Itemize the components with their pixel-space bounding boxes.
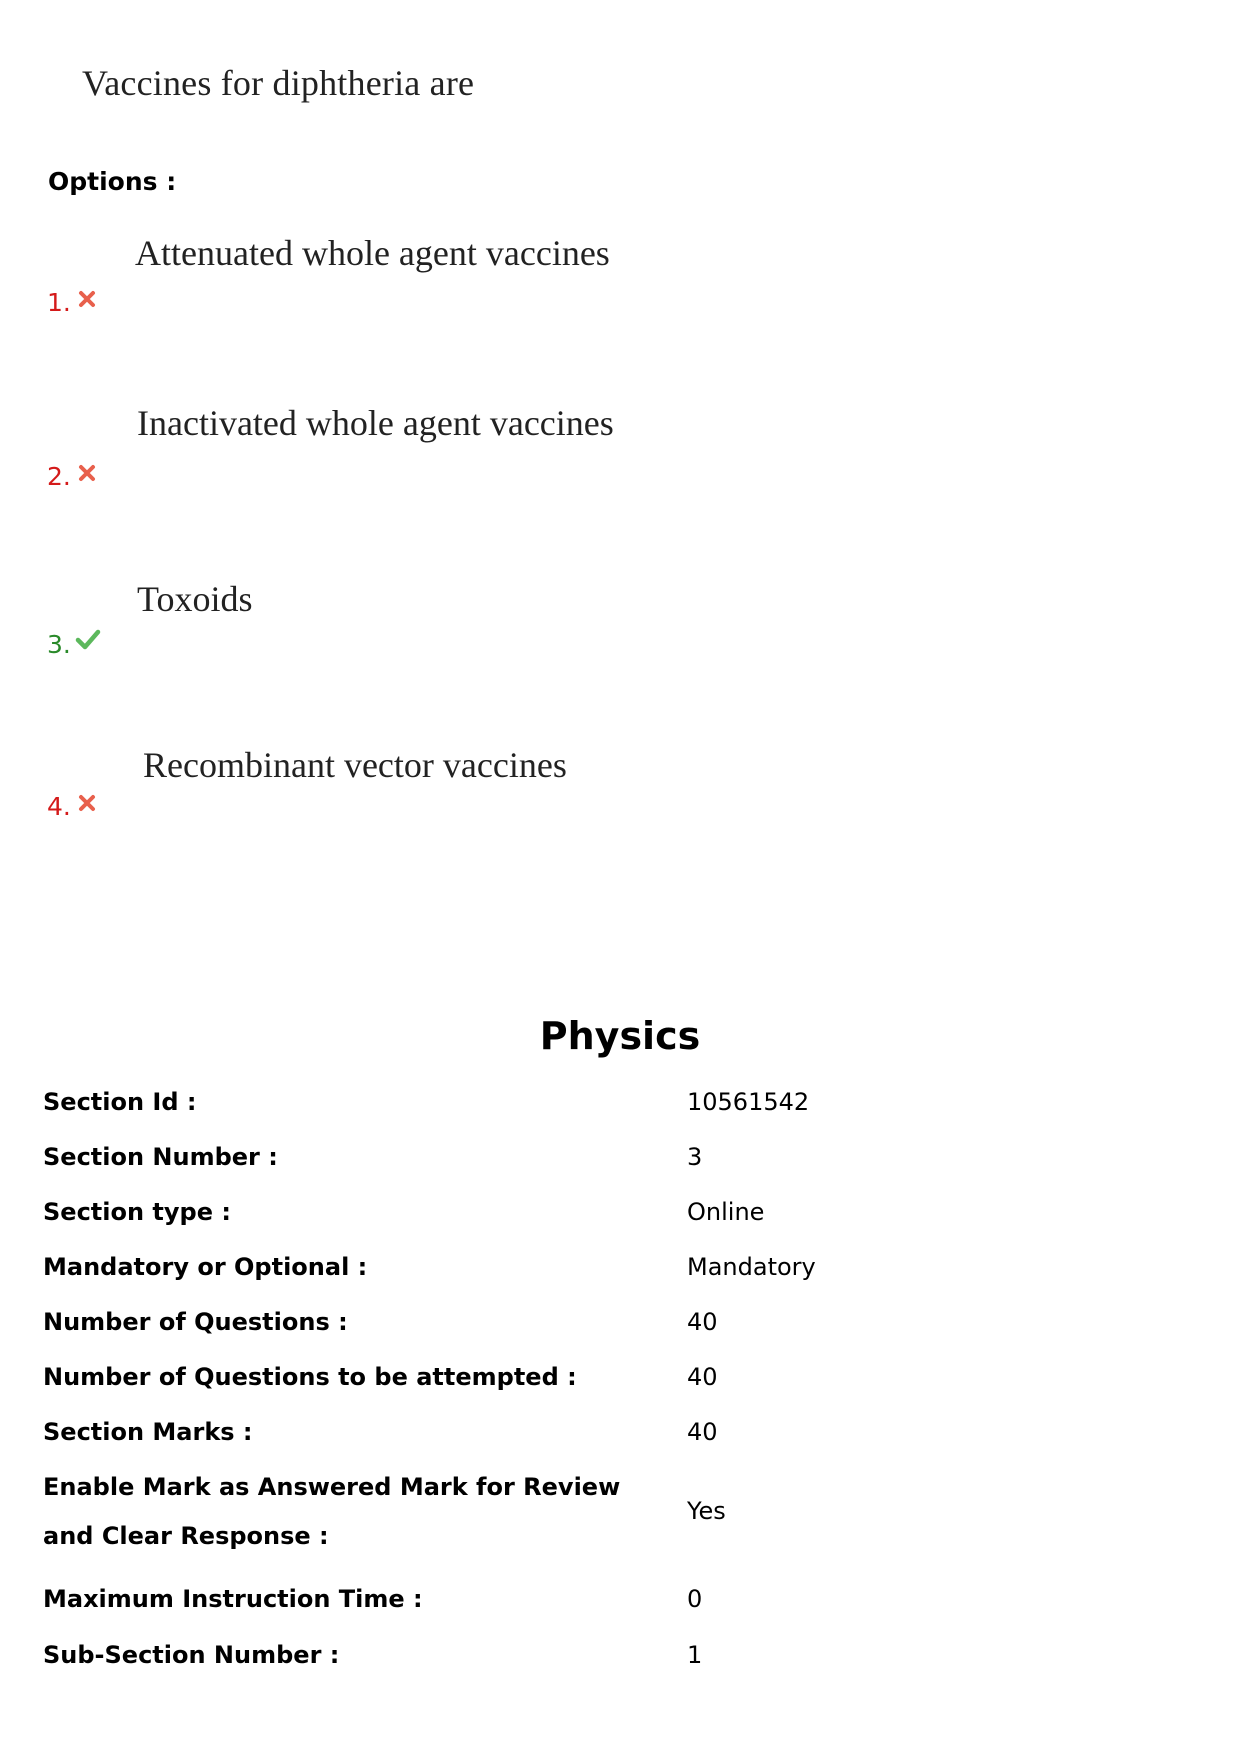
info-value: 3 bbox=[687, 1143, 703, 1171]
info-value: Online bbox=[687, 1198, 765, 1226]
check-icon bbox=[75, 628, 101, 650]
option-text: Attenuated whole agent vaccines bbox=[135, 233, 610, 273]
info-key: Enable Mark as Answered Mark for Review and Clear Response : bbox=[43, 1473, 621, 1550]
info-value: 40 bbox=[687, 1363, 718, 1391]
info-value: 0 bbox=[687, 1585, 703, 1613]
option-item-1 bbox=[0, 230, 1240, 350]
info-value: 40 bbox=[687, 1418, 718, 1446]
info-key: Number of Questions to be attempted : bbox=[43, 1363, 577, 1391]
option-number: 3. bbox=[47, 630, 71, 659]
option-number: 2. bbox=[47, 462, 71, 491]
options-label: Options : bbox=[48, 167, 177, 196]
info-key: Section type : bbox=[43, 1198, 231, 1226]
info-key: Section Marks : bbox=[43, 1418, 253, 1446]
option-number: 4. bbox=[47, 792, 71, 821]
cross-icon bbox=[78, 464, 96, 482]
info-value: 10561542 bbox=[687, 1088, 810, 1116]
info-value: Yes bbox=[687, 1497, 726, 1525]
info-value: Mandatory bbox=[687, 1253, 816, 1281]
info-key: Maximum Instruction Time : bbox=[43, 1585, 423, 1613]
option-item-3 bbox=[0, 576, 1240, 696]
question-text: Vaccines for diphtheria are bbox=[82, 63, 475, 103]
cross-icon bbox=[78, 794, 96, 812]
info-key: Section Number : bbox=[43, 1143, 278, 1171]
info-value: 40 bbox=[687, 1308, 718, 1336]
option-item-4 bbox=[0, 740, 1240, 860]
info-key: Number of Questions : bbox=[43, 1308, 348, 1336]
option-text: Toxoids bbox=[137, 579, 253, 619]
section-title: Physics bbox=[539, 1014, 701, 1058]
option-number: 1. bbox=[47, 288, 71, 317]
option-text: Recombinant vector vaccines bbox=[143, 745, 567, 785]
info-key: Mandatory or Optional : bbox=[43, 1253, 368, 1281]
option-item-2 bbox=[0, 400, 1240, 520]
info-key: Sub-Section Number : bbox=[43, 1641, 340, 1669]
cross-icon bbox=[78, 290, 96, 308]
option-text: Inactivated whole agent vaccines bbox=[137, 403, 614, 443]
info-value: 1 bbox=[687, 1641, 703, 1669]
info-key: Section Id : bbox=[43, 1088, 197, 1116]
